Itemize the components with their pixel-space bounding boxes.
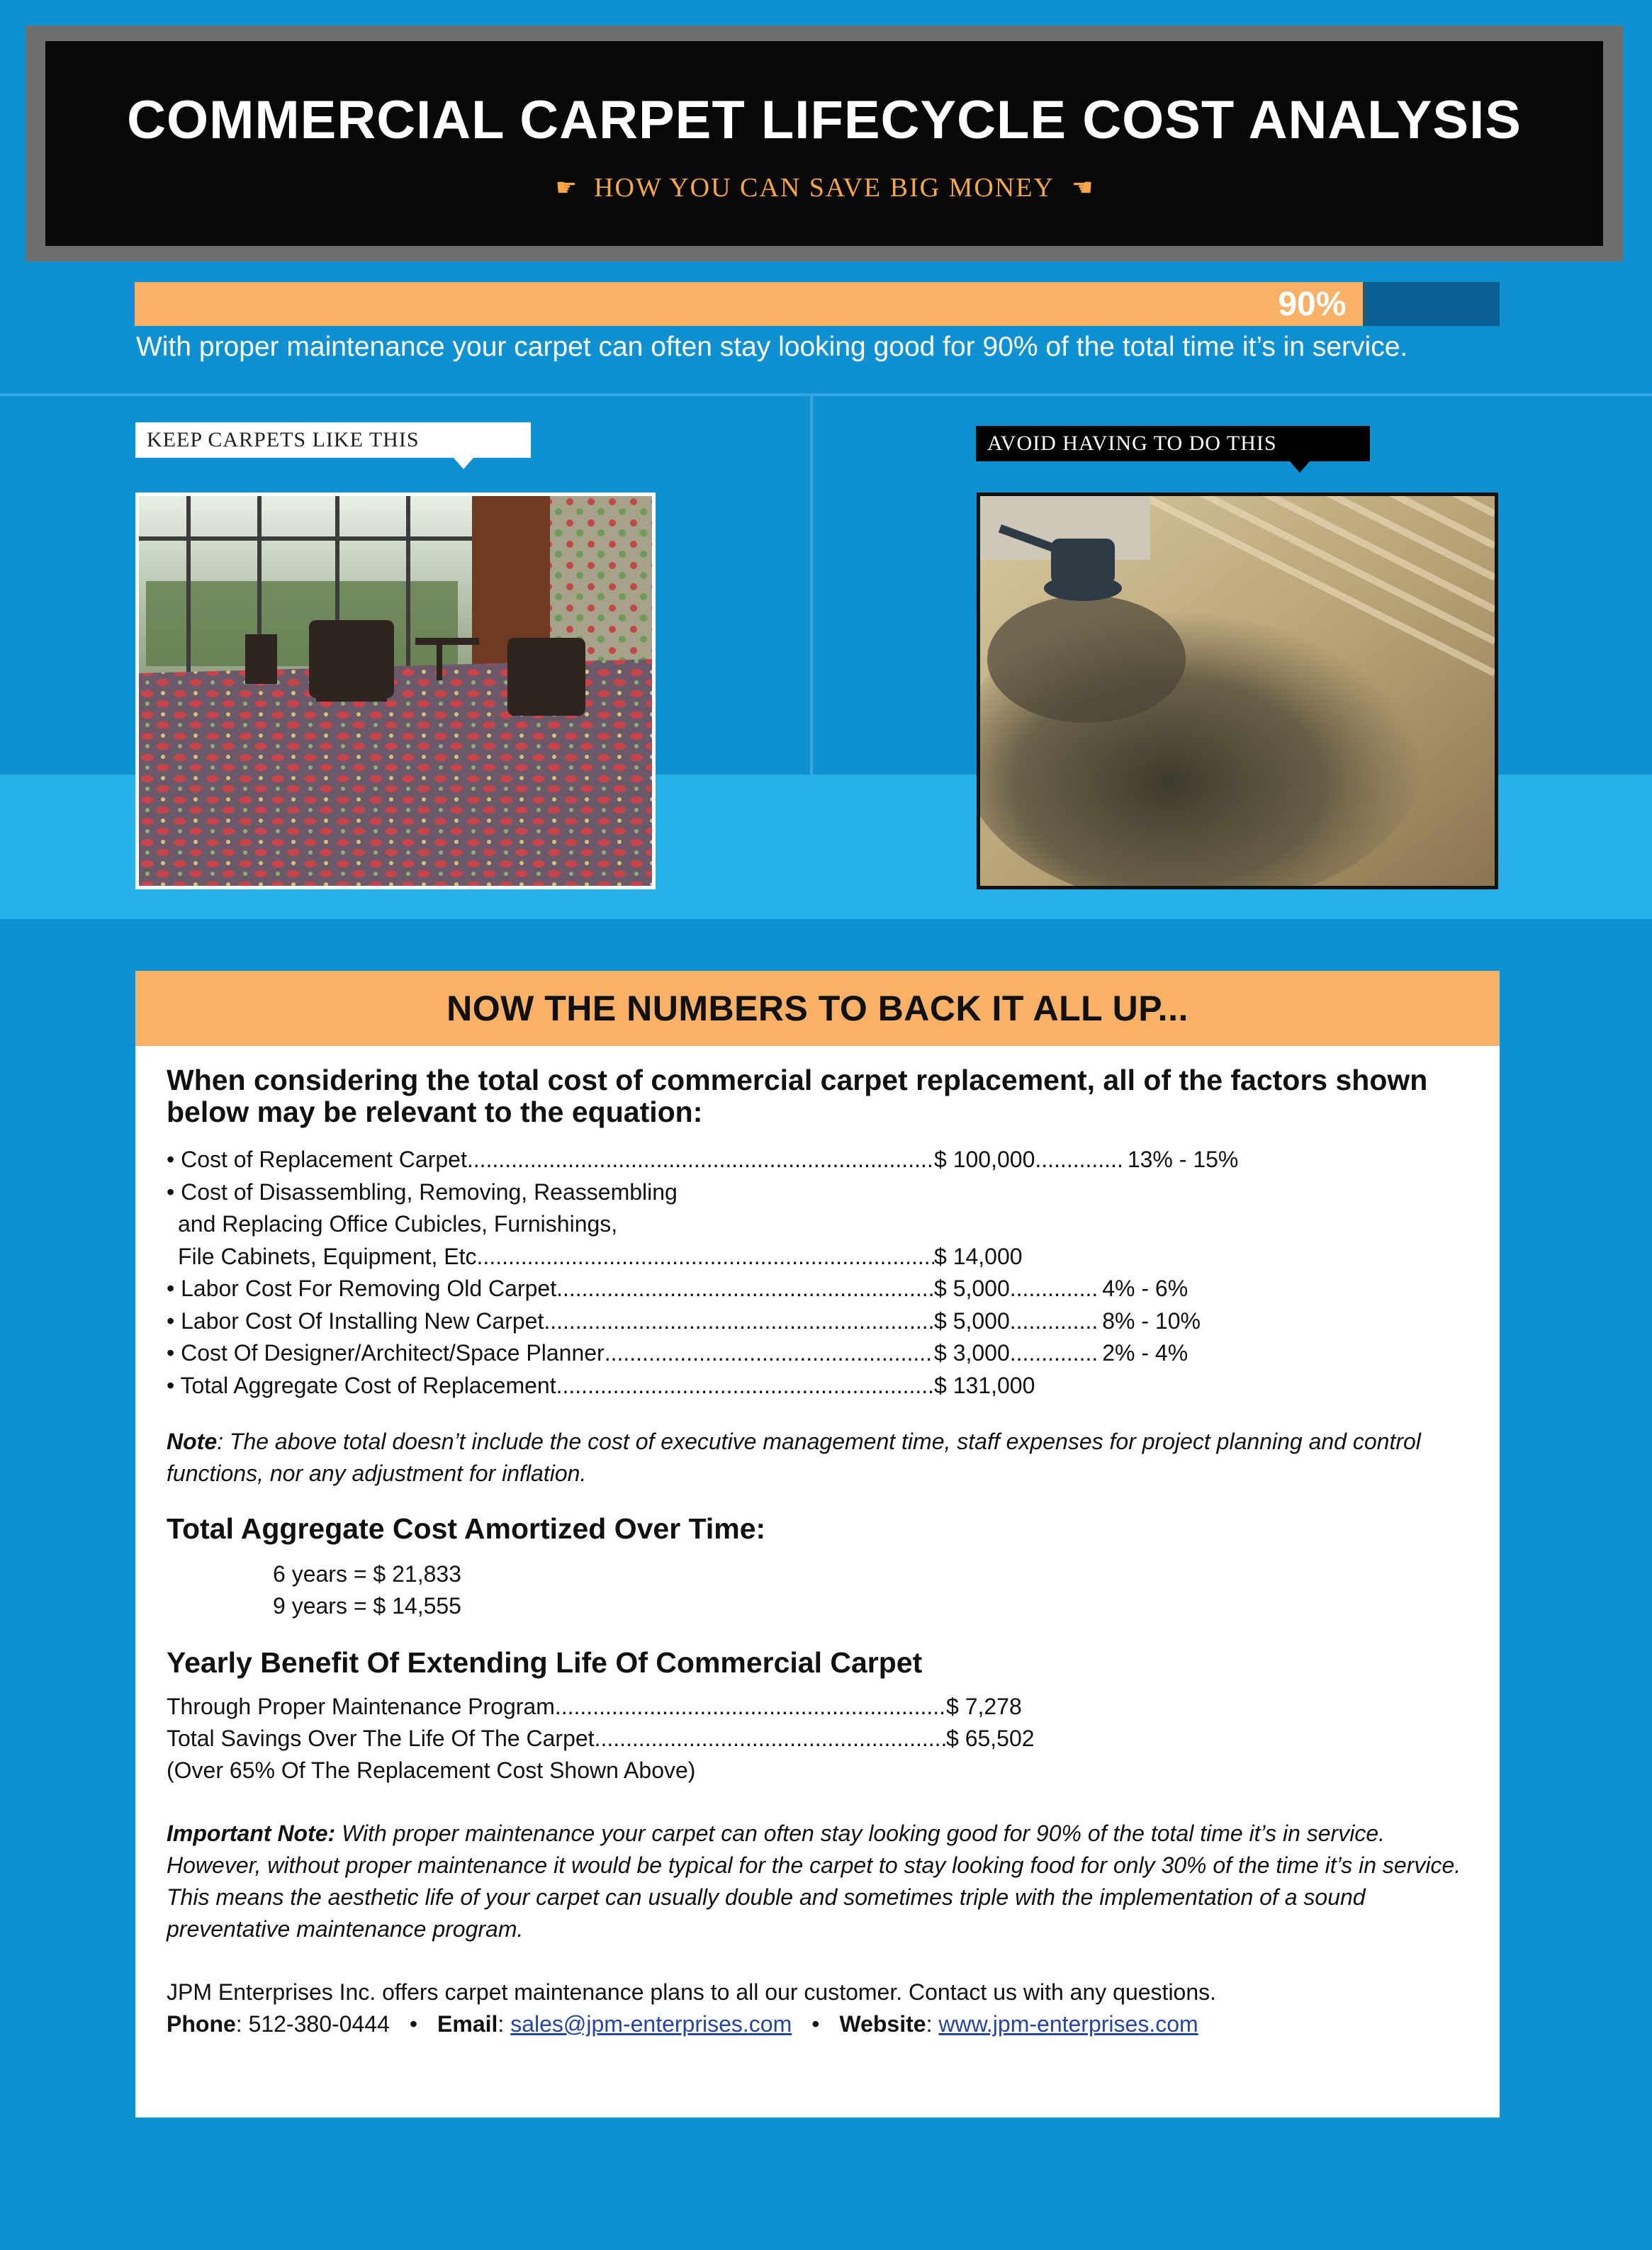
benefit-label: Total Savings Over The Life Of The Carpet [167,1726,595,1751]
cost-label: and Replacing Office Cubicles, Furnishings, [178,1211,618,1237]
cost-row [167,1176,1468,1209]
progress-fill [135,282,1363,326]
card-title: NOW THE NUMBERS TO BACK IT ALL UP... [446,989,1189,1028]
numbers-card [135,971,1500,2117]
divider-vertical [810,396,813,775]
website-label: Website [839,2011,926,2037]
cost-label: • Labor Cost For Removing Old Carpet [167,1276,557,1301]
benefit-list [167,1691,1468,1787]
progress-bar [135,282,1500,326]
cost-percent: 4% - 6% [1102,1276,1189,1301]
cost-row [167,1144,1468,1176]
cost-label: File Cabinets, Equipment, Etc [178,1243,477,1269]
cost-label: • Total Aggregate Cost of Replacement [167,1372,556,1398]
benefit-row [167,1723,1468,1755]
separator: • [409,2011,418,2037]
progress-label: 90% [1278,285,1347,323]
note-paragraph [167,1426,1468,1490]
benefit-amount: $ 7,278 [946,1694,1022,1719]
benefit-heading: Yearly Benefit Of Extending Life Of Commercial Carpet [167,1646,923,1679]
cost-percent: 2% - 4% [1102,1340,1189,1366]
header-banner [26,26,1623,261]
important-text: With proper maintenance your carpet can often stay looking good for 90% of the total time it’s in service. However, without proper maintenance it would be typical for the carpet to stay looking food for only 30% of the time it’s in service. This means the aesthetic life of your carpet can usually double and sometimes triple with the implementation of a sound preventative maintenance program. [167,1821,1461,1942]
benefit-label: Through Proper Maintenance Program [167,1694,555,1719]
cost-amount: $ 3,000 [934,1340,1010,1366]
phone-label: Phone [167,2011,236,2037]
pointing-hand-icon: ☛ [555,175,579,201]
note-text: : The above total doesn’t include the cost of executive management time, staff expenses for project planning and control functions, nor any adjustment for inflation. [167,1429,1421,1486]
card-header [135,971,1500,1046]
contact-block [167,1976,1468,2040]
header-inner [45,41,1603,246]
page-title: COMMERCIAL CARPET LIFECYCLE COST ANALYSIS [127,90,1522,150]
callout-avoid-pointer [1290,461,1310,473]
cost-row [167,1370,1468,1402]
page-subtitle [556,172,1094,203]
cost-amount: $ 14,000 [934,1243,1023,1269]
cost-row [167,1305,1468,1338]
cost-row [167,1273,1468,1305]
cost-amount: $ 131,000 [934,1372,1035,1398]
carpet-cleaning-photo [977,493,1498,889]
cost-label: • Cost of Replacement Carpet [167,1147,467,1172]
cost-amount: $ 5,000 [934,1307,1010,1334]
benefit-footnote: (Over 65% Of The Replacement Cost Shown Above) [167,1757,696,1783]
divider-horizontal [0,393,1652,396]
contact-details: Phone: 512-380-0444 • Email: sales@jpm-enterprises.com • Website: www.jpm-enterprises.com [167,2011,1198,2037]
pointing-hand-icon: ☛ [1069,175,1094,201]
cost-label: • Labor Cost Of Installing New Carpet [167,1307,544,1334]
website-link[interactable]: www.jpm-enterprises.com [938,2011,1198,2037]
progress-caption: With proper maintenance your carpet can often stay looking good for 90% of the total time it’s in service. [136,332,1408,362]
callout-keep: KEEP CARPETS LIKE THIS [135,422,531,458]
cost-amount: $ 100,000 [934,1147,1035,1172]
important-label: Important Note: [167,1821,336,1846]
important-note [167,1818,1468,1945]
separator: • [811,2011,820,2037]
benefit-amount: $ 65,502 [946,1726,1035,1751]
lobby-photo [135,493,656,889]
cost-amount: $ 5,000 [934,1276,1010,1301]
cost-percent: 8% - 10% [1102,1307,1201,1334]
subtitle-text: HOW YOU CAN SAVE BIG MONEY [594,173,1055,203]
cost-percent: 13% - 15% [1127,1147,1239,1172]
email-label: Email [437,2011,498,2037]
phone-number: 512-380-0444 [248,2011,390,2037]
note-label: Note [167,1429,218,1454]
card-body [135,1046,1500,2040]
callout-avoid: AVOID HAVING TO DO THIS [976,426,1370,461]
amortized-heading: Total Aggregate Cost Amortized Over Time: [167,1512,766,1545]
cost-label: • Cost Of Designer/Architect/Space Planner [167,1340,605,1366]
contact-line: JPM Enterprises Inc. offers carpet maintenance plans to all our customer. Contact us with any questions. [167,1979,1217,2005]
amortized-item: 6 years = $ 21,833 [273,1561,461,1587]
benefit-row [167,1691,1468,1723]
email-link[interactable]: sales@jpm-enterprises.com [510,2011,792,2037]
cost-label: • Cost of Disassembling, Removing, Reassembling [167,1179,678,1205]
cost-list [167,1144,1468,1402]
cost-row [167,1337,1468,1370]
cost-row [167,1241,1468,1273]
callout-keep-pointer [454,458,473,469]
amortized-item: 9 years = $ 14,555 [273,1593,461,1619]
amortized-list [167,1558,1468,1622]
intro-text: When considering the total cost of commercial carpet replacement, all of the factors shown below may be relevant to the equation: [167,1064,1428,1128]
cost-row [167,1208,1468,1241]
